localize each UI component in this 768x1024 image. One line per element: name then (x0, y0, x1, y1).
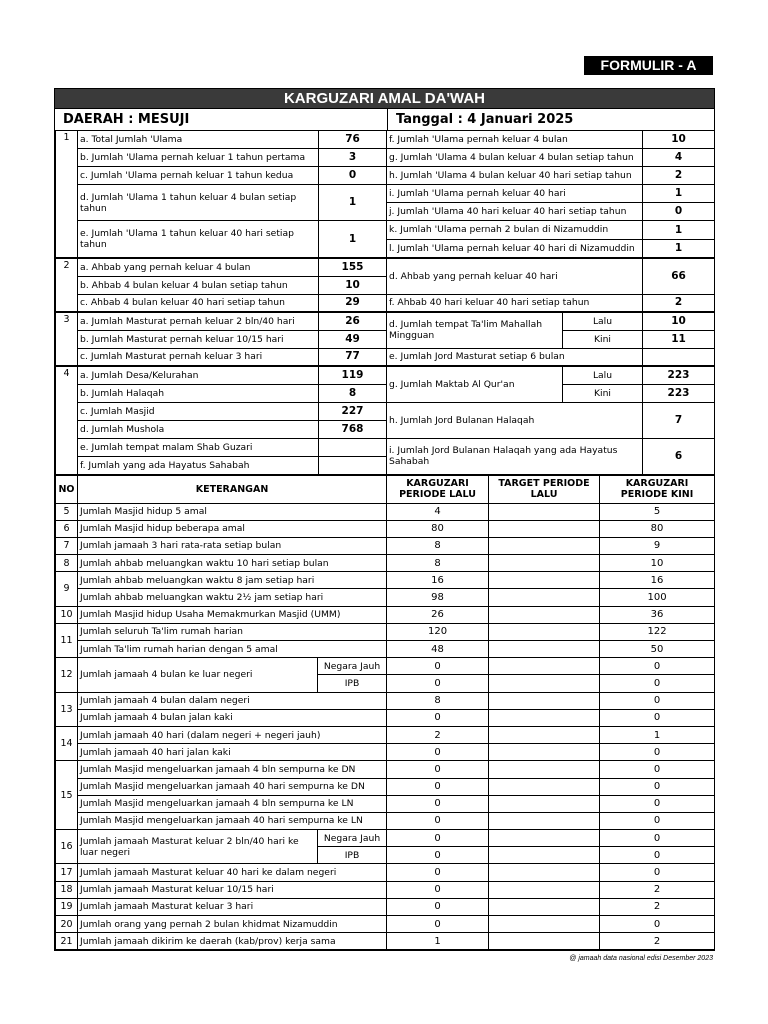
table-row (56, 916, 715, 933)
tanggal-label: Tanggal : 4 Januari 2025 (396, 112, 574, 127)
sec4-d-value: 768 (319, 420, 387, 438)
sec4-g-lalu-value: 223 (643, 366, 715, 384)
row-no: 12 (56, 658, 78, 692)
row-lalu: 26 (387, 606, 489, 623)
activity-table (55, 475, 715, 951)
row-lalu: 48 (387, 641, 489, 658)
row-target (489, 778, 600, 795)
row-no: 5 (56, 503, 78, 520)
sec4-b-label: b. Jumlah Halaqah (78, 384, 319, 402)
row-no: 16 (56, 830, 78, 864)
row-label: Jumlah ahbab meluangkan waktu 10 hari setiap bulan (78, 555, 387, 572)
row-label: Jumlah Masjid hidup Usaha Memakmurkan Masjid (UMM) (78, 606, 387, 623)
sec3-d-kini-label: Kini (563, 330, 643, 348)
sec4-g-kini-label: Kini (563, 384, 643, 402)
table-row (56, 881, 715, 898)
row-target (489, 692, 600, 709)
karguzari-sheet (54, 88, 715, 951)
row-no: 10 (56, 606, 78, 623)
sec3-d-kini-value: 11 (643, 330, 715, 348)
sec1-kl-cell (387, 221, 643, 259)
row-lalu: 0 (387, 795, 489, 812)
sec4-i-label: i. Jumlah Jord Bulanan Halaqah yang ada Hayatus Sahabah (387, 438, 643, 474)
sec1-c-value: 0 (319, 167, 387, 185)
sec4-g-label: g. Jumlah Maktab Al Qur'an (387, 366, 563, 402)
row-no: 6 (56, 520, 78, 537)
row-label: Jumlah Masjid hidup beberapa amal (78, 520, 387, 537)
col-header-keterangan: KETERANGAN (78, 475, 387, 503)
row-label: Jumlah seluruh Ta'lim rumah harian (78, 623, 387, 640)
table-row (56, 503, 715, 520)
row-lalu: 0 (387, 658, 489, 675)
row-target (489, 623, 600, 640)
table-row (56, 709, 715, 726)
row-lalu: 0 (387, 847, 489, 864)
col-header-kini: KARGUZARI PERIODE KINI (600, 475, 715, 503)
row-target (489, 933, 600, 950)
sec1-e-value: 1 (319, 221, 387, 259)
row-target (489, 537, 600, 554)
table-row (56, 641, 715, 658)
row-label: Jumlah Masjid mengeluarkan jamaah 4 bln sempurna ke DN (78, 761, 387, 778)
sec2-f-label: f. Ahbab 40 hari keluar 40 hari setiap tahun (387, 294, 643, 312)
row-label: Jumlah jamaah 40 hari (dalam negeri + negeri jauh) (78, 726, 387, 743)
sec3-b-label: b. Jumlah Masturat pernah keluar 10/15 hari (78, 330, 319, 348)
row-target (489, 589, 600, 606)
sec1-d-value: 1 (319, 185, 387, 221)
row-kini: 9 (600, 537, 715, 554)
row-kini: 122 (600, 623, 715, 640)
row-label: Jumlah ahbab meluangkan waktu 8 jam setiap hari (78, 572, 387, 589)
row-sublabel: Negara Jauh (318, 830, 387, 847)
sec2-b-label: b. Ahbab 4 bulan keluar 4 bulan setiap tahun (78, 276, 319, 294)
row-label: Jumlah Masjid mengeluarkan jamaah 40 hari sempurna ke DN (78, 778, 387, 795)
row-kini: 0 (600, 709, 715, 726)
sec1-h-label: h. Jumlah 'Ulama 4 bulan keluar 40 hari setiap tahun (387, 167, 643, 185)
sec1-b-value: 3 (319, 149, 387, 167)
sec1-g-value: 4 (643, 149, 715, 167)
table-row (56, 726, 715, 743)
row-kini: 0 (600, 761, 715, 778)
row-kini: 50 (600, 641, 715, 658)
table-row (56, 761, 715, 778)
sec2-c-label: c. Ahbab 4 bulan keluar 40 hari setiap tahun (78, 294, 319, 312)
sec3-d-label: d. Jumlah tempat Ta'lim Mahallah Mingguan (387, 312, 563, 348)
row-kini: 0 (600, 795, 715, 812)
col-header-lalu: KARGUZARI PERIODE LALU (387, 475, 489, 503)
row-label: Jumlah jamaah 4 bulan ke luar negeri (78, 658, 318, 692)
row-target (489, 830, 600, 847)
sec4-e-label: e. Jumlah tempat malam Shab Guzari (78, 438, 319, 456)
row-kini: 0 (600, 658, 715, 675)
row-kini: 10 (600, 555, 715, 572)
row-label: Jumlah jamaah Masturat keluar 3 hari (78, 898, 387, 915)
sec4-e-value (319, 438, 387, 456)
sec4-c-label: c. Jumlah Masjid (78, 402, 319, 420)
row-kini: 16 (600, 572, 715, 589)
table-row (56, 555, 715, 572)
row-lalu: 80 (387, 520, 489, 537)
table-row (56, 658, 715, 675)
sec2-b-value: 10 (319, 276, 387, 294)
row-kini: 0 (600, 778, 715, 795)
row-target (489, 898, 600, 915)
row-target (489, 675, 600, 692)
table-row (56, 623, 715, 640)
table-row (56, 933, 715, 950)
sheet-title: KARGUZARI AMAL DA'WAH (55, 89, 714, 108)
sec4-i-value: 6 (643, 438, 715, 474)
table-row (56, 795, 715, 812)
table-row (56, 520, 715, 537)
row-no: 14 (56, 726, 78, 760)
row-lalu: 0 (387, 812, 489, 829)
sec2-d-label: d. Ahbab yang pernah keluar 40 hari (387, 258, 643, 294)
row-target (489, 864, 600, 881)
row-target (489, 606, 600, 623)
sec3-a-value: 26 (319, 312, 387, 330)
row-lalu: 0 (387, 709, 489, 726)
sec1-b-label: b. Jumlah 'Ulama pernah keluar 1 tahun pertama (78, 149, 319, 167)
section-number: 3 (56, 312, 78, 366)
row-label: Jumlah Ta'lim rumah harian dengan 5 amal (78, 641, 387, 658)
sec1-i-label: i. Jumlah 'Ulama pernah keluar 40 hari (387, 185, 643, 203)
row-target (489, 572, 600, 589)
sec1-k-label: k. Jumlah 'Ulama pernah 2 bulan di Nizamuddin (387, 221, 642, 240)
row-no: 13 (56, 692, 78, 726)
sec1-a-label: a. Total Jumlah 'Ulama (78, 131, 319, 149)
row-kini: 1 (600, 726, 715, 743)
row-lalu: 8 (387, 692, 489, 709)
row-kini: 0 (600, 847, 715, 864)
table-row (56, 537, 715, 554)
sec4-c-value: 227 (319, 402, 387, 420)
row-target (489, 520, 600, 537)
sec1-l-value: 1 (674, 242, 683, 254)
row-lalu: 16 (387, 572, 489, 589)
row-no: 7 (56, 537, 78, 554)
sec3-b-value: 49 (319, 330, 387, 348)
sec4-h-value: 7 (643, 402, 715, 438)
row-no: 17 (56, 864, 78, 881)
col-header-target: TARGET PERIODE LALU (489, 475, 600, 503)
row-label: Jumlah Masjid mengeluarkan jamaah 4 bln sempurna ke LN (78, 795, 387, 812)
table-row (56, 606, 715, 623)
row-target (489, 761, 600, 778)
row-no: 15 (56, 761, 78, 830)
row-kini: 5 (600, 503, 715, 520)
table-row (56, 898, 715, 915)
row-label: Jumlah jamaah dikirim ke daerah (kab/prov) kerja sama (78, 933, 387, 950)
sec1-g-label: g. Jumlah 'Ulama 4 bulan keluar 4 bulan setiap tahun (387, 149, 643, 167)
table-row (56, 744, 715, 761)
row-no: 8 (56, 555, 78, 572)
sec3-d-lalu-label: Lalu (563, 312, 643, 330)
row-target (489, 812, 600, 829)
table-row (56, 778, 715, 795)
row-target (489, 744, 600, 761)
row-kini: 0 (600, 916, 715, 933)
row-kini: 2 (600, 898, 715, 915)
row-lalu: 0 (387, 778, 489, 795)
sec1-k-value: 1 (643, 221, 714, 240)
sec1-j-value: 0 (643, 203, 715, 221)
row-lalu: 0 (387, 916, 489, 933)
sec3-c-value: 77 (319, 348, 387, 366)
row-target (489, 795, 600, 812)
row-lalu: 120 (387, 623, 489, 640)
sec2-a-value: 155 (319, 258, 387, 276)
row-kini: 100 (600, 589, 715, 606)
row-label: Jumlah jamaah 4 bulan dalam negeri (78, 692, 387, 709)
row-kini: 0 (600, 830, 715, 847)
sec1-f-label: f. Jumlah 'Ulama pernah keluar 4 bulan (387, 131, 643, 149)
row-label: Jumlah orang yang pernah 2 bulan khidmat Nizamuddin (78, 916, 387, 933)
table-row (56, 830, 715, 847)
sec4-g-lalu-label: Lalu (563, 366, 643, 384)
sec1-f-value: 10 (643, 131, 715, 149)
sec4-g-kini-value: 223 (643, 384, 715, 402)
summary-table (55, 130, 715, 475)
row-kini: 0 (600, 675, 715, 692)
footer-credit: @ jamaah data nasional edisi Desember 2023 (569, 955, 713, 962)
row-target (489, 709, 600, 726)
sec4-a-label: a. Jumlah Desa/Kelurahan (78, 366, 319, 384)
row-target (489, 881, 600, 898)
row-target (489, 847, 600, 864)
sec4-a-value: 119 (319, 366, 387, 384)
row-lalu: 0 (387, 881, 489, 898)
row-lalu: 4 (387, 503, 489, 520)
row-kini: 0 (600, 744, 715, 761)
sec1-a-value: 76 (319, 131, 387, 149)
sec1-l-label: l. Jumlah 'Ulama pernah keluar 40 hari di Nizamuddin (389, 243, 635, 254)
sec1-c-label: c. Jumlah 'Ulama pernah keluar 1 tahun kedua (78, 167, 319, 185)
row-lalu: 0 (387, 898, 489, 915)
row-label: Jumlah jamaah Masturat keluar 2 bln/40 hari ke luar negeri (78, 830, 318, 864)
sec1-d-label: d. Jumlah 'Ulama 1 tahun keluar 4 bulan setiap tahun (78, 185, 319, 221)
row-label: Jumlah ahbab meluangkan waktu 2½ jam setiap hari (78, 589, 387, 606)
row-lalu: 8 (387, 537, 489, 554)
table-row (56, 589, 715, 606)
row-label: Jumlah Masjid hidup 5 amal (78, 503, 387, 520)
row-target (489, 726, 600, 743)
sec1-h-value: 2 (643, 167, 715, 185)
row-kini: 80 (600, 520, 715, 537)
sec2-d-value: 66 (643, 258, 715, 294)
row-sublabel: Negara Jauh (318, 658, 387, 675)
table-row (56, 692, 715, 709)
sec3-d-lalu-value: 10 (643, 312, 715, 330)
row-target (489, 641, 600, 658)
row-label: Jumlah jamaah 40 hari jalan kaki (78, 744, 387, 761)
row-no: 19 (56, 898, 78, 915)
sec2-f-value: 2 (643, 294, 715, 312)
sec2-a-label: a. Ahbab yang pernah keluar 4 bulan (78, 258, 319, 276)
row-lalu: 0 (387, 744, 489, 761)
row-kini: 36 (600, 606, 715, 623)
row-no: 18 (56, 881, 78, 898)
row-lalu: 98 (387, 589, 489, 606)
section-number: 1 (56, 131, 78, 259)
table-row (56, 812, 715, 829)
row-no: 9 (56, 572, 78, 606)
row-target (489, 658, 600, 675)
sec3-c-label: c. Jumlah Masturat pernah keluar 3 hari (78, 348, 319, 366)
row-label: Jumlah Masjid mengeluarkan jamaah 40 hari sempurna ke LN (78, 812, 387, 829)
row-lalu: 8 (387, 555, 489, 572)
header-row (55, 108, 714, 130)
row-lalu: 2 (387, 726, 489, 743)
row-lalu: 0 (387, 761, 489, 778)
sec3-e-label: e. Jumlah Jord Masturat setiap 6 bulan (387, 348, 643, 366)
sec4-f-value (319, 456, 387, 474)
sec4-h-label: h. Jumlah Jord Bulanan Halaqah (387, 402, 643, 438)
row-sublabel: IPB (318, 675, 387, 692)
table-row (56, 572, 715, 589)
col-header-no: NO (56, 475, 78, 503)
row-label: Jumlah jamaah 3 hari rata-rata setiap bulan (78, 537, 387, 554)
row-sublabel: IPB (318, 847, 387, 864)
daerah-label: DAERAH : MESUJI (55, 109, 388, 130)
sec1-kl-values (643, 221, 715, 259)
row-lalu: 1 (387, 933, 489, 950)
sec3-a-label: a. Jumlah Masturat pernah keluar 2 bln/40 hari (78, 312, 319, 330)
row-kini: 2 (600, 881, 715, 898)
row-target (489, 916, 600, 933)
row-label: Jumlah jamaah Masturat keluar 10/15 hari (78, 881, 387, 898)
row-target (489, 555, 600, 572)
row-label: Jumlah jamaah Masturat keluar 40 hari ke dalam negeri (78, 864, 387, 881)
row-no: 11 (56, 623, 78, 657)
sec1-i-value: 1 (643, 185, 715, 203)
row-kini: 2 (600, 933, 715, 950)
section-number: 4 (56, 366, 78, 474)
row-lalu: 0 (387, 675, 489, 692)
sec1-e-label: e. Jumlah 'Ulama 1 tahun keluar 40 hari setiap tahun (78, 221, 319, 259)
row-target (489, 503, 600, 520)
section-number: 2 (56, 258, 78, 312)
row-lalu: 0 (387, 830, 489, 847)
sec1-j-label: j. Jumlah 'Ulama 40 hari keluar 40 hari setiap tahun (387, 203, 643, 221)
row-no: 20 (56, 916, 78, 933)
sec4-f-label: f. Jumlah yang ada Hayatus Sahabah (78, 456, 319, 474)
form-label: FORMULIR - A (584, 56, 713, 75)
row-kini: 0 (600, 864, 715, 881)
sec3-e-value (643, 348, 715, 366)
sec2-c-value: 29 (319, 294, 387, 312)
row-lalu: 0 (387, 864, 489, 881)
row-kini: 0 (600, 692, 715, 709)
row-label: Jumlah jamaah 4 bulan jalan kaki (78, 709, 387, 726)
table-row (56, 864, 715, 881)
sec4-b-value: 8 (319, 384, 387, 402)
row-no: 21 (56, 933, 78, 950)
row-kini: 0 (600, 812, 715, 829)
sec4-d-label: d. Jumlah Mushola (78, 420, 319, 438)
